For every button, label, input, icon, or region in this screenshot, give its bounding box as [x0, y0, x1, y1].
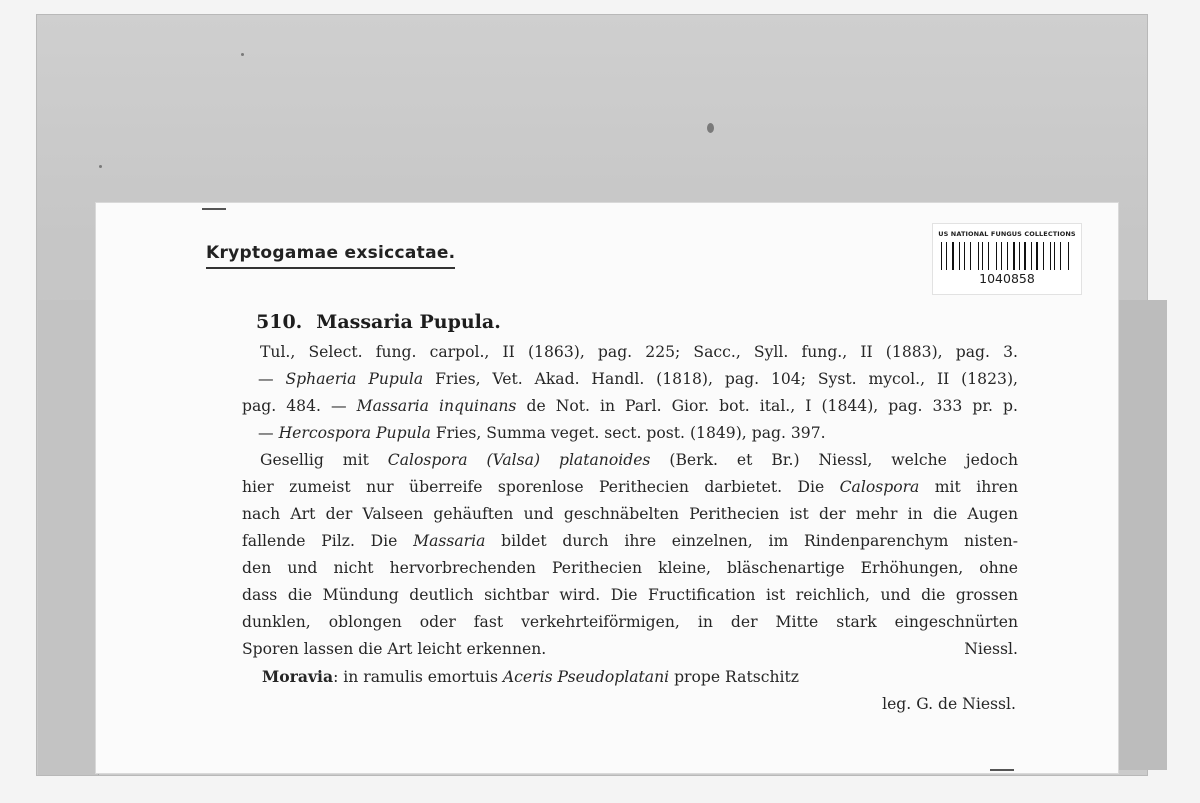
barcode-stripe — [952, 242, 954, 270]
description-line: Gesellig mit Calospora (Valsa) platanoides (Berk. et Br.) Niessl, welche jedoch — [260, 451, 1018, 469]
barcode-stripe — [946, 242, 947, 270]
label-tick-mark — [202, 208, 226, 210]
barcode-stripe — [941, 242, 942, 270]
locality-line: Moravia: in ramulis emortuis Aceris Pseudoplatani prope Ratschitz — [262, 667, 799, 686]
barcode-stripe — [996, 242, 997, 270]
description-line: nach Art der Valseen gehäuften und geschnäbelten Perithecien ist der mehr in die Augen — [242, 505, 1018, 523]
description-line: den und nicht hervorbrechenden Perithecien kleine, bläschenartige Erhöhungen, ohne — [242, 559, 1018, 577]
barcode-stripe — [968, 242, 969, 270]
barcode-stripe — [1043, 242, 1044, 270]
barcode-stripe — [956, 242, 957, 270]
label-body — [242, 339, 1018, 718]
description-last: Sporen lassen die Art leicht erkennen. — [242, 640, 547, 658]
barcode-institution: US NATIONAL FUNGUS COLLECTIONS — [938, 230, 1076, 238]
barcode-stripe — [1054, 242, 1055, 270]
label-tick-mark — [990, 769, 1014, 771]
description-line: dunklen, oblongen oder fast verkehrteiförmigen, in der Mitte stark eingeschnürten — [242, 613, 1018, 631]
barcode-stripe — [1024, 242, 1025, 270]
packet-speck — [99, 165, 102, 168]
synonymy-line: Tul., Select. fung. carpol., II (1863), pag. 225; Sacc., Syll. fung., II (1883), pag. 3. — [260, 343, 1018, 361]
barcode-stripe — [1028, 242, 1029, 270]
barcode-stripe — [1041, 242, 1042, 270]
barcode-stripe — [980, 242, 981, 270]
barcode-stripe — [978, 242, 979, 270]
synonymy-line: — Hercospora Pupula Fries, Summa veget. sect. post. (1849), pag. 397. — [258, 424, 826, 442]
specimen-label — [96, 203, 1118, 773]
barcode-stripe — [1013, 242, 1015, 270]
barcode-stripe — [1036, 242, 1038, 270]
barcode-bars — [941, 242, 1073, 270]
barcode-stripe — [1004, 242, 1005, 270]
barcode-stripe — [961, 242, 962, 270]
barcode-stripe — [1023, 242, 1024, 270]
collector-line: leg. G. de Niessl. — [882, 695, 1016, 713]
packet-speck — [241, 53, 244, 56]
barcode-stripe — [1031, 242, 1032, 270]
barcode-stripe — [982, 242, 983, 270]
barcode-stripe — [986, 242, 987, 270]
series-title: Kryptogamae exsiccatae. — [206, 243, 455, 269]
synonymy-line: — Sphaeria Pupula Fries, Vet. Akad. Handl. (1818), pag. 104; Syst. mycol., II (1823), — [258, 370, 1018, 388]
barcode-stripe — [1007, 242, 1008, 270]
barcode-stripe — [1070, 242, 1071, 270]
barcode-stripe — [943, 242, 944, 270]
barcode-stripe — [959, 242, 960, 270]
barcode-stripe — [1019, 242, 1020, 270]
barcode-stripe — [1016, 242, 1017, 270]
description-author: Niessl. — [964, 640, 1018, 658]
synonymy-line: pag. 484. — Massaria inquinans de Not. in Parl. Gior. bot. ital., I (1844), pag. 333 pr. p. — [242, 397, 1018, 415]
barcode-stripe — [1051, 242, 1052, 270]
barcode-label — [932, 223, 1082, 295]
packet-flap-left — [38, 300, 99, 775]
packet-flap-right — [1118, 300, 1167, 770]
entry-heading — [256, 311, 501, 333]
barcode-stripe — [970, 242, 971, 270]
barcode-stripe — [1060, 242, 1061, 270]
barcode-stripe — [1063, 242, 1065, 270]
barcode-stripe — [998, 242, 999, 270]
barcode-stripe — [1050, 242, 1051, 270]
description-line: dass die Mündung deutlich sichtbar wird. Die Fructification ist reichlich, und die grossen — [242, 586, 1018, 604]
barcode-stripe — [973, 242, 975, 270]
barcode-stripe — [1058, 242, 1059, 270]
barcode-stripe — [988, 242, 989, 270]
barcode-stripe — [950, 242, 951, 270]
barcode-stripe — [1009, 242, 1010, 270]
barcode-stripe — [1068, 242, 1069, 270]
species-name: Massaria Pupula. — [316, 311, 501, 333]
entry-number: 510. — [256, 311, 303, 333]
barcode-stripe — [1046, 242, 1047, 270]
barcode-stripe — [964, 242, 965, 270]
description-last-line — [242, 636, 1018, 663]
description-line: fallende Pilz. Die Massaria bildet durch ihre einzelnen, im Rindenparenchym nisten- — [242, 532, 1018, 550]
description-line: hier zumeist nur überreife sporenlose Perithecien darbietet. Die Calospora mit ihren — [242, 478, 1018, 496]
barcode-stripe — [991, 242, 993, 270]
barcode-stripe — [1033, 242, 1034, 270]
barcode-stripe — [1001, 242, 1002, 270]
barcode-number: 1040858 — [979, 271, 1035, 286]
locality-region: Moravia — [262, 667, 334, 686]
packet-speck — [707, 123, 714, 133]
